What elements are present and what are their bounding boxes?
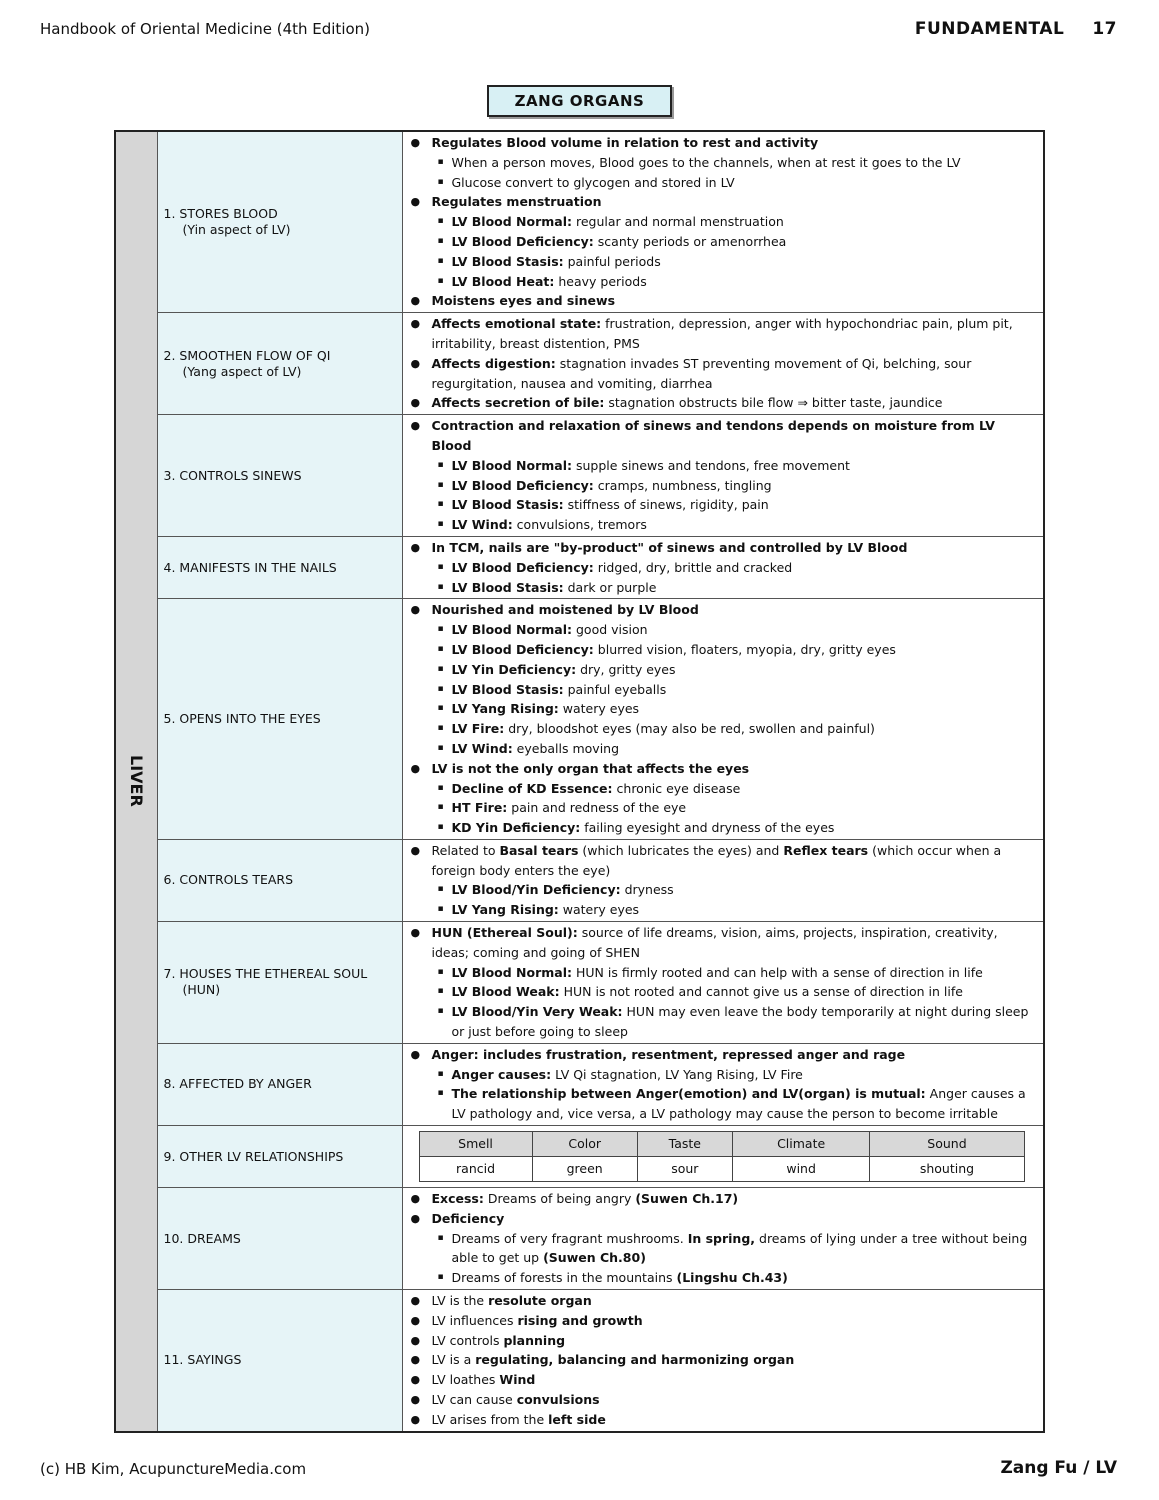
text: LV influences (431, 1312, 518, 1328)
text: HUN is firmly rooted and can help with a sense of direction in life (572, 964, 983, 980)
bold-text: In spring, (687, 1230, 756, 1246)
bold-text: LV Blood/Yin Deficiency: (451, 882, 621, 898)
bullet-item (411, 1350, 1030, 1370)
relationships-table (419, 1131, 1025, 1182)
detail-cell (402, 922, 1044, 1044)
bold-text: Contraction and relaxation of sinews and tendons depends on moisture from LV Blood (431, 418, 995, 453)
bold-text: LV Blood Heat: (451, 273, 555, 289)
bold-text: (Suwen Ch.17) (635, 1191, 739, 1207)
sub-bullet-item (411, 660, 1030, 680)
bold-text: resolute organ (488, 1293, 592, 1309)
bullet-item (411, 393, 1030, 413)
bullet-item (411, 1331, 1030, 1351)
text: good vision (572, 622, 648, 638)
relationship-value: sour (637, 1157, 732, 1182)
bullet-item (411, 354, 1030, 394)
bold-text: LV Blood Stasis: (451, 497, 564, 513)
bold-text: LV Wind: (451, 740, 513, 756)
sub-bullet-item (411, 1084, 1030, 1124)
relationship-value: rancid (419, 1157, 532, 1182)
function-title: 1. STORES BLOOD (163, 206, 278, 222)
text: Glucose convert to glycogen and stored in LV (451, 174, 735, 190)
bold-text: LV Blood Normal: (451, 457, 573, 473)
bold-text: planning (503, 1332, 566, 1348)
function-subtitle: (Yin aspect of LV) (182, 222, 291, 238)
bold-text: Excess: (431, 1191, 484, 1207)
relationship-header: Taste (637, 1132, 732, 1157)
relationship-header: Color (532, 1132, 637, 1157)
function-cell (157, 839, 402, 921)
text: Dreams of being angry (483, 1191, 636, 1207)
bold-text: Deficiency (431, 1210, 505, 1226)
text: dry, bloodshot eyes (may also be red, swollen and painful) (504, 721, 875, 737)
sub-bullet-item (411, 719, 1030, 739)
text: supple sinews and tendons, free movement (572, 457, 850, 473)
sub-bullet-item (411, 900, 1030, 920)
text: failing eyesight and dryness of the eyes (580, 820, 835, 836)
bold-text: LV Wind: (451, 517, 513, 533)
bullet-item (411, 1311, 1030, 1331)
page-title: ZANG ORGANS (487, 85, 672, 117)
sub-bullet-item (411, 476, 1030, 496)
bold-text: Affects secretion of bile: (431, 395, 605, 411)
bold-text: LV Blood Normal: (451, 622, 573, 638)
bullet-item (411, 923, 1030, 963)
table-row (115, 313, 1044, 415)
bullet-item (411, 416, 1030, 456)
text: LV Qi stagnation, LV Yang Rising, LV Fire (551, 1066, 803, 1082)
bold-text: HUN (Ethereal Soul): (431, 925, 578, 941)
text: dry, gritty eyes (576, 661, 676, 677)
bold-text: convulsions (516, 1392, 600, 1408)
text: LV is the (431, 1293, 489, 1309)
text: HUN is not rooted and cannot give us a sense of direction in life (559, 984, 963, 1000)
text: dark or purple (563, 579, 657, 595)
function-title: 11. SAYINGS (163, 1352, 242, 1368)
bold-text: LV Yang Rising: (451, 701, 559, 717)
text: regular and normal menstruation (572, 214, 784, 230)
text: dryness (620, 882, 674, 898)
bold-text: Reflex tears (783, 842, 869, 858)
function-cell (157, 1290, 402, 1432)
text: stiffness of sinews, rigidity, pain (563, 497, 769, 513)
bullet-item (411, 1410, 1030, 1430)
relationship-header: Smell (419, 1132, 532, 1157)
sub-bullet-item (411, 739, 1030, 759)
sub-bullet-item (411, 456, 1030, 476)
bold-text: LV Blood Deficiency: (451, 559, 594, 575)
sub-bullet-item (411, 1268, 1030, 1288)
sub-bullet-item (411, 640, 1030, 660)
function-title: 8. AFFECTED BY ANGER (163, 1076, 312, 1092)
detail-cell (402, 1043, 1044, 1125)
sub-bullet-item (411, 880, 1030, 900)
function-title: 7. HOUSES THE ETHEREAL SOUL (163, 966, 368, 982)
table-row (115, 922, 1044, 1044)
bold-text: In TCM, nails are "by-product" of sinews and controlled by LV Blood (431, 539, 908, 555)
bold-text: Wind (499, 1372, 536, 1388)
function-subtitle: (Yang aspect of LV) (182, 363, 302, 379)
sub-bullet-item (411, 173, 1030, 193)
sub-bullet-item (411, 232, 1030, 252)
function-title: 3. CONTROLS SINEWS (163, 467, 302, 483)
function-cell (157, 536, 402, 598)
function-cell (157, 313, 402, 415)
table-row (115, 599, 1044, 840)
bold-text: Affects digestion: (431, 355, 556, 371)
bold-text: regulating, balancing and harmonizing organ (475, 1352, 795, 1368)
bold-text: LV Blood/Yin Very Weak: (451, 1004, 623, 1020)
sub-bullet-item (411, 798, 1030, 818)
table-row (115, 131, 1044, 313)
function-title: 5. OPENS INTO THE EYES (163, 711, 321, 727)
bold-text: (Lingshu Ch.43) (676, 1270, 788, 1286)
table-row (115, 1126, 1044, 1188)
text: chronic eye disease (612, 780, 741, 796)
bullet-item (411, 133, 1030, 153)
organ-table (114, 130, 1045, 1433)
bold-text: rising and growth (517, 1312, 643, 1328)
text: LV controls (431, 1332, 504, 1348)
bullet-item (411, 1189, 1030, 1209)
bullet-item (411, 1291, 1030, 1311)
text: convulsions, tremors (512, 517, 647, 533)
bold-text: LV Yang Rising: (451, 902, 559, 918)
text: dreams of lying under a tree without being able to get up (451, 1230, 1028, 1266)
sub-bullet-item (411, 495, 1030, 515)
bold-text: Decline of KD Essence: (451, 780, 613, 796)
page-number: 17 (1092, 19, 1117, 39)
text: painful eyeballs (563, 681, 667, 697)
detail-cell (402, 131, 1044, 313)
text: LV can cause (431, 1392, 517, 1408)
text: blurred vision, floaters, myopia, dry, gritty eyes (593, 641, 896, 657)
copyright: (c) HB Kim, AcupunctureMedia.com (40, 1460, 307, 1478)
bold-text: LV Blood Deficiency: (451, 233, 594, 249)
text: LV arises from the (431, 1411, 549, 1427)
bold-text: LV Yin Deficiency: (451, 661, 577, 677)
function-title: 6. CONTROLS TEARS (163, 872, 294, 888)
text: watery eyes (558, 902, 640, 918)
bold-text: HT Fire: (451, 800, 508, 816)
bullet-item (411, 192, 1030, 212)
text: Anger causes a LV pathology and, vice versa, a LV pathology may cause the person to become irritable (451, 1086, 1026, 1122)
sub-bullet-item (411, 252, 1030, 272)
text: scanty periods or amenorrhea (593, 233, 787, 249)
text: HUN may even leave the body temporarily at night during sleep or just before going to sleep (451, 1004, 1029, 1040)
sub-bullet-item (411, 578, 1030, 598)
bullet-item (411, 1045, 1030, 1065)
bold-text: LV Blood Deficiency: (451, 477, 594, 493)
function-title: 2. SMOOTHEN FLOW OF QI (163, 347, 331, 363)
sub-bullet-item (411, 1065, 1030, 1085)
sub-bullet-item (411, 779, 1030, 799)
text: Dreams of forests in the mountains (451, 1270, 677, 1286)
bold-text: LV is not the only organ that affects the eyes (431, 760, 750, 776)
bold-text: LV Blood Normal: (451, 964, 573, 980)
bullet-item (411, 314, 1030, 354)
bold-text: LV Blood Normal: (451, 214, 573, 230)
sub-bullet-item (411, 818, 1030, 838)
sub-bullet-item (411, 558, 1030, 578)
sub-bullet-item (411, 272, 1030, 292)
bold-text: LV Blood Stasis: (451, 253, 564, 269)
sub-bullet-item (411, 212, 1030, 232)
bullet-item (411, 538, 1030, 558)
bold-text: Anger: includes frustration, resentment, repressed anger and rage (431, 1046, 906, 1062)
bold-text: LV Blood Weak: (451, 984, 560, 1000)
footer-section: Zang Fu / LV (1000, 1458, 1117, 1478)
sub-bullet-item (411, 680, 1030, 700)
sub-bullet-item (411, 1229, 1030, 1269)
relationship-value: shouting (870, 1157, 1024, 1182)
function-title: 4. MANIFESTS IN THE NAILS (163, 559, 337, 575)
table-row (115, 415, 1044, 537)
detail-cell (402, 839, 1044, 921)
table-row (115, 1290, 1044, 1432)
text: pain and redness of the eye (507, 800, 687, 816)
detail-cell (402, 599, 1044, 840)
bold-text: Affects emotional state: (431, 316, 602, 332)
sub-bullet-item (411, 963, 1030, 983)
detail-cell (402, 313, 1044, 415)
text: (which lubricates the eyes) and (578, 842, 784, 858)
organ-label: LIVER (126, 755, 146, 808)
relationship-header: Sound (870, 1132, 1024, 1157)
text: stagnation invades ST preventing movement of Qi, belching, sour regurgitation, nausea and vomiting, diarrhea (431, 355, 972, 391)
function-cell (157, 1126, 402, 1188)
bullet-item (411, 759, 1030, 779)
bold-text: Basal tears (499, 842, 579, 858)
text: ridged, dry, brittle and cracked (593, 559, 793, 575)
bold-text: left side (548, 1411, 606, 1427)
bold-text: LV Fire: (451, 721, 505, 737)
bold-text: The relationship between Anger(emotion) and LV(organ) is mutual: (451, 1086, 926, 1102)
sub-bullet-item (411, 1002, 1030, 1042)
detail-cell (402, 1188, 1044, 1290)
table-row (115, 839, 1044, 921)
text: Related to (431, 842, 500, 858)
section-title: FUNDAMENTAL (914, 19, 1065, 39)
text: LV is a (431, 1352, 476, 1368)
bullet-item (411, 1209, 1030, 1229)
table-row (115, 1043, 1044, 1125)
detail-cell (402, 1290, 1044, 1432)
function-title: 10. DREAMS (163, 1230, 241, 1246)
bold-text: Anger causes: (451, 1066, 552, 1082)
function-cell (157, 599, 402, 840)
bold-text: (Suwen Ch.80) (543, 1250, 646, 1266)
bold-text: LV Blood Stasis: (451, 681, 564, 697)
bold-text: KD Yin Deficiency: (451, 820, 581, 836)
bullet-item (411, 1390, 1030, 1410)
detail-cell (402, 536, 1044, 598)
text: painful periods (563, 253, 661, 269)
text: When a person moves, Blood goes to the channels, when at rest it goes to the LV (451, 154, 961, 170)
text: source of life dreams, vision, aims, projects, inspiration, creativity, ideas; coming and going of SHEN (431, 925, 998, 960)
organ-cell (115, 131, 157, 1432)
detail-cell (402, 1126, 1044, 1188)
relationship-value: green (532, 1157, 637, 1182)
book-title: Handbook of Oriental Medicine (4th Edition) (40, 20, 371, 38)
bold-text: LV Blood Deficiency: (451, 641, 594, 657)
detail-cell (402, 415, 1044, 537)
text: watery eyes (558, 701, 640, 717)
text: (which occur when a foreign body enters the eye) (431, 842, 1002, 878)
sub-bullet-item (411, 982, 1030, 1002)
bold-text: Regulates menstruation (431, 194, 602, 210)
table-row (115, 536, 1044, 598)
function-title: 9. OTHER LV RELATIONSHIPS (163, 1148, 344, 1164)
bold-text: Regulates Blood volume in relation to rest and activity (431, 135, 819, 150)
text: heavy periods (554, 273, 647, 289)
bullet-item (411, 600, 1030, 620)
sub-bullet-item (411, 153, 1030, 173)
text: eyeballs moving (512, 740, 620, 756)
text: stagnation obstructs bile flow ⇒ bitter taste, jaundice (604, 395, 943, 411)
text: frustration, depression, anger with hypochondriac pain, plum pit, irritability, breast distention, PMS (431, 316, 1013, 351)
bullet-item (411, 291, 1030, 311)
function-cell (157, 1043, 402, 1125)
sub-bullet-item (411, 515, 1030, 535)
relationship-value: wind (732, 1157, 870, 1182)
function-cell (157, 922, 402, 1044)
table-row (115, 1188, 1044, 1290)
text: Dreams of very fragrant mushrooms. (451, 1230, 688, 1246)
text: cramps, numbness, tingling (593, 477, 772, 493)
function-subtitle: (HUN) (182, 982, 221, 998)
text: LV loathes (431, 1372, 500, 1388)
function-cell (157, 1188, 402, 1290)
bold-text: LV Blood Stasis: (451, 579, 564, 595)
page-header-right (915, 19, 1117, 39)
sub-bullet-item (411, 699, 1030, 719)
bullet-item (411, 1370, 1030, 1390)
function-cell (157, 131, 402, 313)
bold-text: Nourished and moistened by LV Blood (431, 602, 699, 618)
sub-bullet-item (411, 620, 1030, 640)
function-cell (157, 415, 402, 537)
bold-text: Moistens eyes and sinews (431, 293, 616, 309)
relationship-header: Climate (732, 1132, 870, 1157)
bullet-item (411, 841, 1030, 881)
